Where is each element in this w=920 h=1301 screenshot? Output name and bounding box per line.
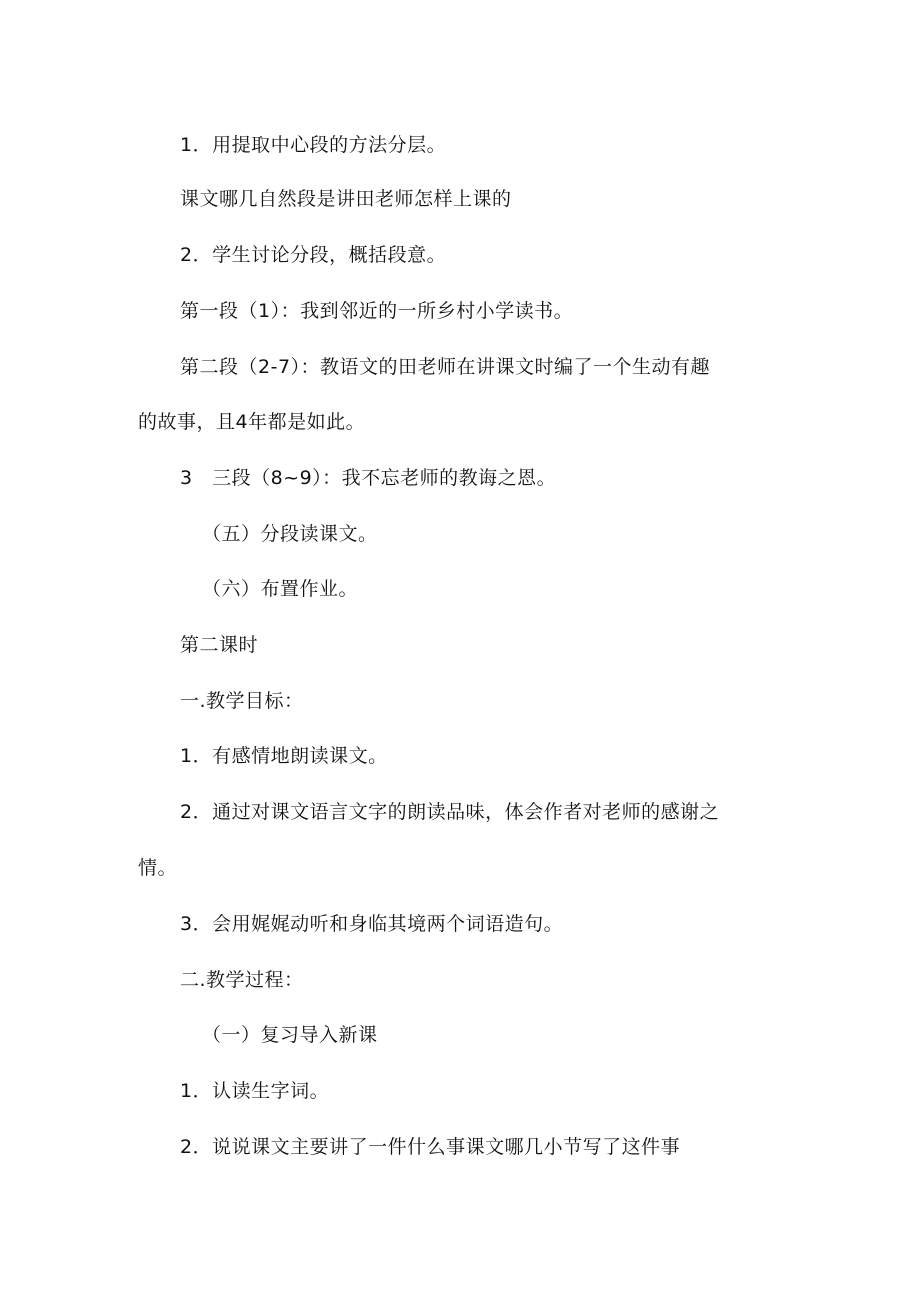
step-summarize-story: 2．说说课文主要讲了一件什么事课文哪几小节写了这件事 xyxy=(180,1136,681,1158)
step-extract-central-paragraph: 1．用提取中心段的方法分层。 xyxy=(180,134,447,156)
goal-make-sentences: 3．会用娓娓动听和身临其境两个词语造句。 xyxy=(180,913,564,935)
lesson-two-heading: 第二课时 xyxy=(180,634,259,656)
section-one-summary: 第一段（1）：我到邻近的一所乡村小学读书。 xyxy=(180,300,574,322)
step-discuss-sections: 2．学生讨论分段，概括段意。 xyxy=(180,244,447,266)
goal-appreciate-gratitude: 2．通过对课文语言文字的朗读品味，体会作者对老师的感谢之 xyxy=(180,801,720,823)
step-read-new-words: 1．认读生字词。 xyxy=(180,1080,330,1102)
section-two-summary: 第二段（2-7）：教语文的田老师在讲课文时编了一个生动有趣 xyxy=(180,356,711,378)
teaching-goals-heading: 一.教学目标： xyxy=(180,690,304,712)
step-review-intro: （一）复习导入新课 xyxy=(202,1024,378,1046)
goal-read-with-feeling: 1．有感情地朗读课文。 xyxy=(180,745,388,767)
step-read-by-section: （五）分段读课文。 xyxy=(202,523,378,545)
step-assign-homework: （六）布置作业。 xyxy=(202,578,359,600)
goal-appreciate-gratitude-continued: 情。 xyxy=(138,857,178,879)
section-two-summary-continued: 的故事，且4年都是如此。 xyxy=(138,411,366,433)
question-which-paragraphs: 课文哪几自然段是讲田老师怎样上课的 xyxy=(180,188,512,210)
section-three-summary: 3 三段（8~9）：我不忘老师的教诲之恩。 xyxy=(180,467,557,489)
teaching-process-heading: 二.教学过程： xyxy=(180,969,304,991)
